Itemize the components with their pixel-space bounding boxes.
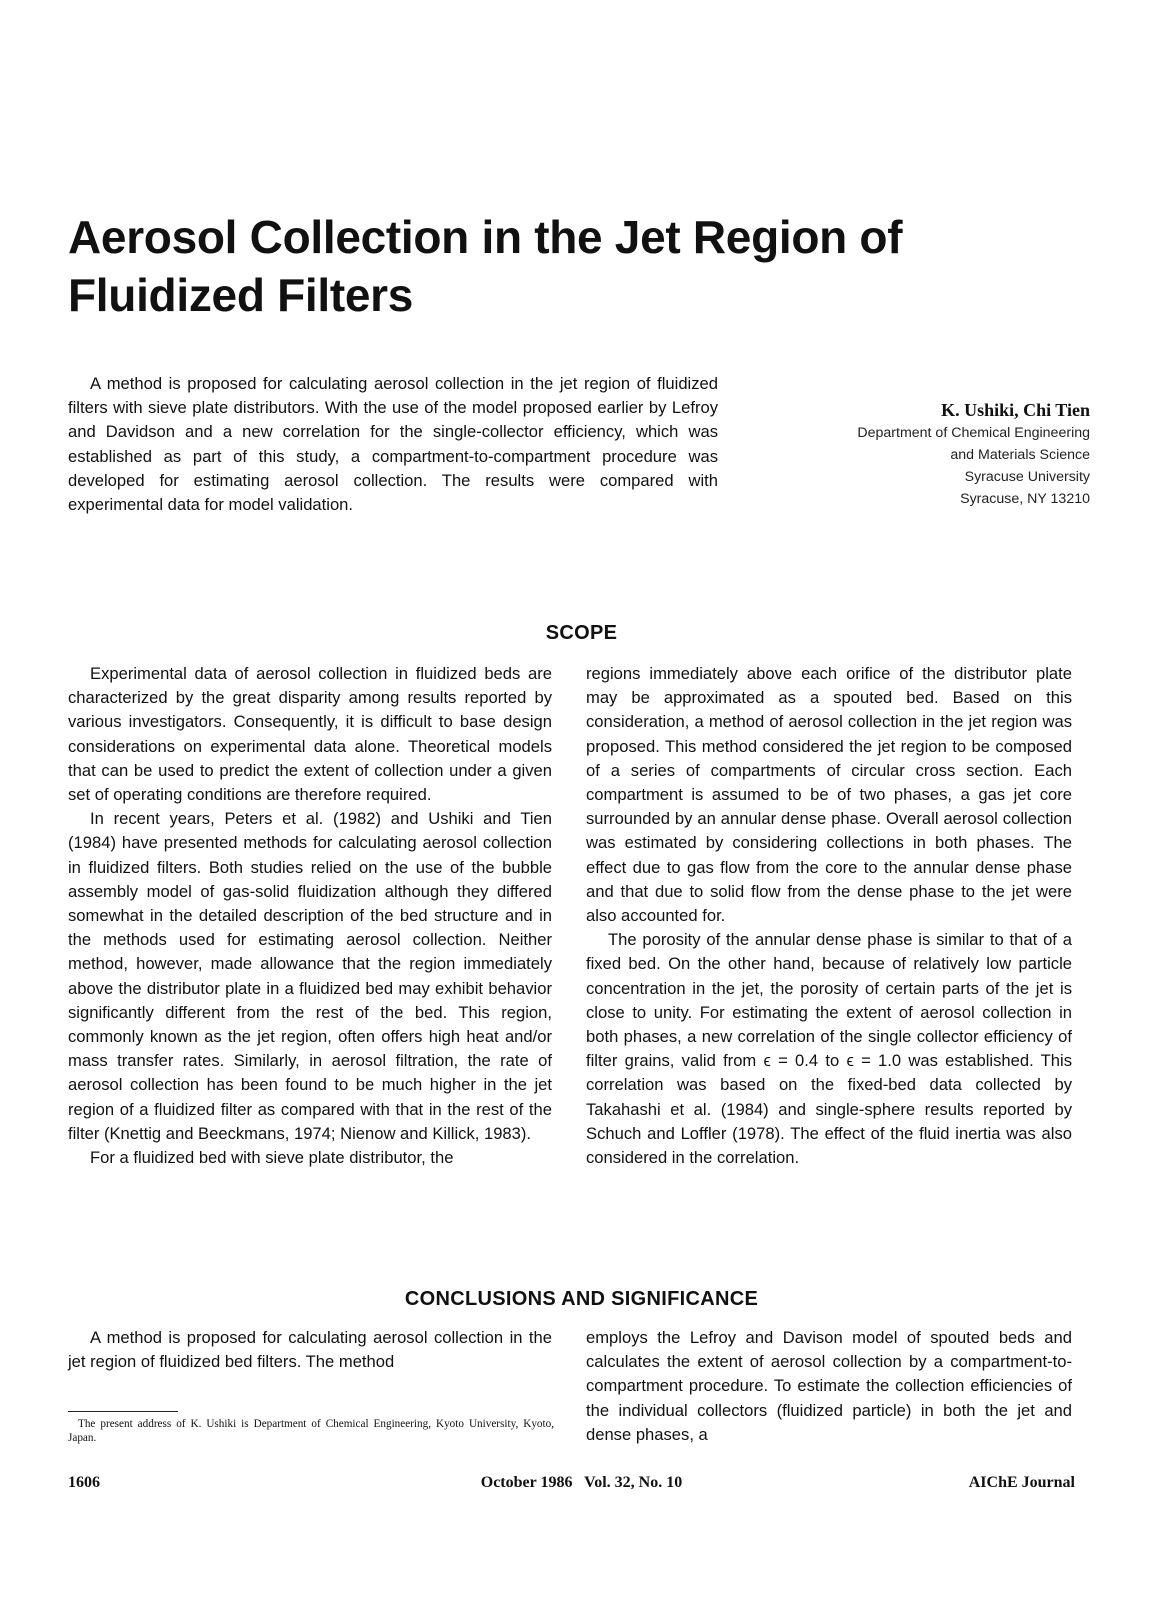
conclusions-heading: CONCLUSIONS AND SIGNIFICANCE <box>404 1288 759 1310</box>
footnote-rule <box>68 1411 178 1412</box>
page-number: 1606 <box>68 1474 100 1491</box>
affiliation-line: and Materials Science <box>950 447 1090 463</box>
conclusions-right-column <box>586 1326 1072 1447</box>
affiliation-line: Department of Chemical Engineering <box>857 425 1090 441</box>
author-block <box>730 398 1090 510</box>
affiliation-line: Syracuse University <box>964 469 1090 485</box>
journal-name: AIChE Journal <box>968 1474 1075 1491</box>
author-names: K. Ushiki, Chi Tien <box>941 400 1090 420</box>
scope-paragraph: For a fluidized bed with sieve plate distributor, the <box>90 1148 454 1168</box>
conclusions-paragraph: employs the Lefroy and Davison model of spouted beds and calculates the extent of aerosol collection by a compartment-to-compartment procedure. To estimate the collection efficiencies of the individual collectors (fluidized particle) in both the jet and dense phases, a <box>586 1328 1072 1444</box>
scope-paragraph: The porosity of the annular dense phase is similar to that of a fixed bed. On the other hand, because of relatively low particle concentration in the jet, the porosity of certain parts of the jet is close to unity. For estimating the extent of aerosol collection in both phases, a new correlation of the single collector efficiency of filter grains, valid from ϵ = 0.4 to ϵ = 1.0 was established. This correlation was based on the fixed-bed data collected by Takahashi et al. (1984) and single-sphere results reported by Schuch and Loffler (1978). The effect of the fluid inertia was also considered in the correlation. <box>586 930 1072 1168</box>
scope-right-column <box>586 662 1072 1170</box>
journal-issue: October 1986 Vol. 32, No. 10 <box>480 1474 683 1491</box>
affiliation-line: Syracuse, NY 13210 <box>960 491 1090 507</box>
scope-left-column <box>68 662 552 1170</box>
scope-paragraph: Experimental data of aerosol collection in fluidized beds are characterized by the great disparity among results reported by various investigators. Consequently, it is difficult to base design considerations on experimental data alone. Theoretical models that can be used to predict the extent of collection under a given set of operating conditions are therefore required. <box>68 664 552 805</box>
abstract: A method is proposed for calculating aerosol collection in the jet region of fluidized filters with sieve plate distributors. With the use of the model proposed earlier by Lefroy and Davidson and a new correlation for the single-collector efficiency, which was established as part of this study, a compartment-to-compartment procedure was developed for estimating aerosol collection. The results were compared with experimental data for model validation. <box>68 374 718 515</box>
scope-paragraph: In recent years, Peters et al. (1982) and Ushiki and Tien (1984) have presented methods for calculating aerosol collection in fluidized filters. Both studies relied on the use of the bubble assembly model of gas-solid fluidization although they differed somewhat in the detailed description of the bed structure and in the methods used for estimating aerosol collection. Neither method, however, made allowance that the region immediately above the distributor plate in a fluidized bed may exhibit behavior significantly different from the rest of the bed. This region, commonly known as the jet region, often offers high heat and/or mass transfer rates. Similarly, in aerosol filtration, the rate of aerosol collection has been found to be much higher in the jet region of a fluidized filter as compared with that in the rest of the filter (Knettig and Beeckmans, 1974; Nienow and Killick, 1983). <box>68 809 552 1143</box>
conclusions-left-column <box>68 1326 552 1374</box>
conclusions-paragraph: A method is proposed for calculating aerosol collection in the jet region of fluidized bed filters. The method <box>68 1328 552 1372</box>
scope-heading: SCOPE <box>545 622 618 644</box>
footnote: The present address of K. Ushiki is Department of Chemical Engineering, Kyoto University, Kyoto, Japan. <box>68 1418 554 1444</box>
scope-paragraph: regions immediately above each orifice of the distributor plate may be approximated as a spouted bed. Based on this consideration, a method of aerosol collection in the jet region was proposed. This method considered the jet region to be composed of a series of compartments of circular cross section. Each compartment is assumed to be of two phases, a gas jet core surrounded by an annular dense phase. Overall aerosol collection was estimated by considering collections in both phases. The effect due to gas flow from the core to the annular dense phase and that due to solid flow from the dense phase to the jet were also accounted for. <box>586 664 1072 926</box>
article-title: Aerosol Collection in the Jet Region of Fluidized Filters <box>68 211 903 321</box>
